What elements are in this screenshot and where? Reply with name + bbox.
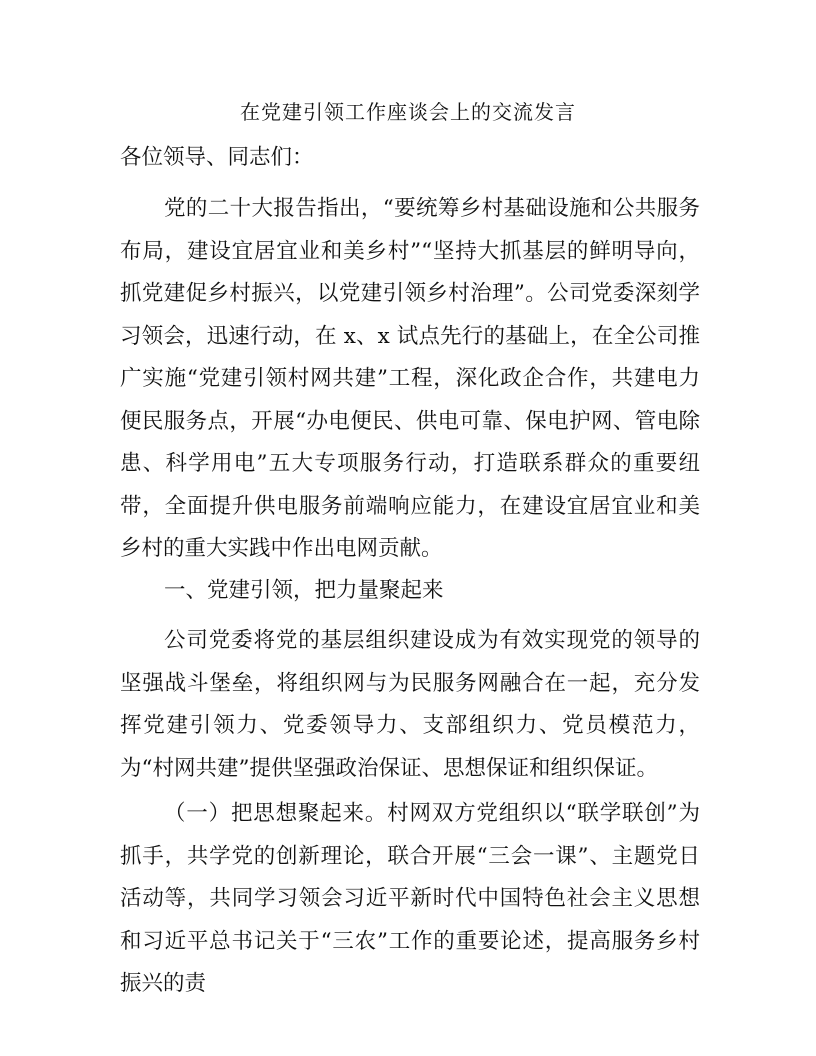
paragraph-intro: 党的二十大报告指出，“要统筹乡村基础设施和公共服务布局，建设宜居宜业和美乡村”“坚持大抓基层的鲜明导向，抓党建促乡村振兴，以党建引领乡村治理”。公司党委深刻学习领会，迅速行动，在 x、x 试点先行的基础上，在全公司推广实施“党建引领村网共建”工程，深化政企合作，共建电力便民服务点，开展“办电便民、供电可靠、保电护网、管电除患、科学用电”五大专项服务行动，打造联系群众的重要纽带，全面提升供电服务前端响应能力，在建设宜居宜业和美乡村的重大实践中作出电网贡献。: [120, 196, 700, 561]
document-title: 在党建引领工作座谈会上的交流发言: [240, 100, 576, 124]
paragraph-subsection-1: （一）把思想聚起来。村网双方党组织以“联学联创”为抓手，共学党的创新理论，联合开展“三会一课”、主题党日活动等，共同学习领会习近平新时代中国特色社会主义思想和习近平总书记关于“三农”工作的重要论述，提高服务乡村振兴的责: [120, 801, 700, 996]
salutation: 各位领导、同志们：: [120, 145, 314, 170]
paragraph-section-1: 公司党委将党的基层组织建设成为有效实现党的领导的坚强战斗堡垒，将组织网与为民服务网融合在一起，充分发挥党建引领力、党委领导力、支部组织力、党员模范力，为“村网共建”提供坚强政治保证、思想保证和组织保证。: [120, 628, 700, 781]
section-heading-1: 一、党建引领，把力量聚起来: [164, 578, 444, 603]
